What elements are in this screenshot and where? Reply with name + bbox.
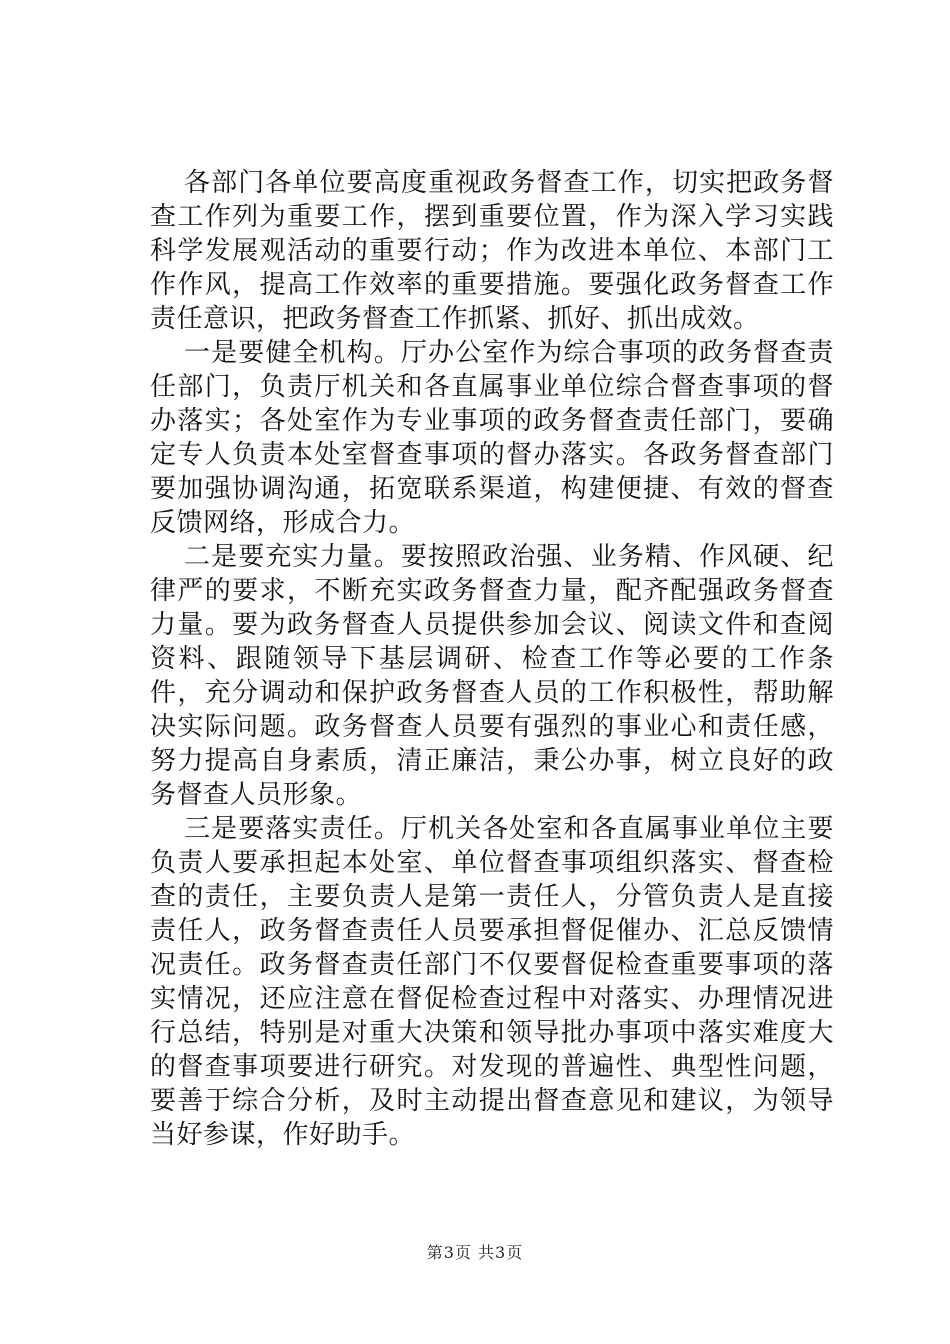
- paragraph-staffing: 二是要充实力量。要按照政治强、业务精、作风硬、纪律严的要求，不断充实政务督查力量，配齐配强政务督查力量。要为政务督查人员提供参加会议、阅读文件和查阅资料、跟随领导下基层调研、检查工作等必要的工作条件，充分调动和保护政务督查人员的工作积极性，帮助解决实际问题。政务督查人员要有强烈的事业心和责任感，努力提高自身素质，清正廉洁，秉公办事，树立良好的政务督查人员形象。: [150, 542, 834, 810]
- document-body: [150, 166, 834, 1152]
- paragraph-responsibility: 三是要落实责任。厅机关各处室和各直属事业单位主要负责人要承担起本处室、单位督查事项组织落实、督查检查的责任，主要负责人是第一责任人，分管负责人是直接责任人，政务督查责任人员要承担督促催办、汇总反馈情况责任。政务督查责任部门不仅要督促检查重要事项的落实情况，还应注意在督促检查过程中对落实、办理情况进行总结，特别是对重大决策和领导批办事项中落实难度大的督查事项要进行研究。对发现的普遍性、典型性问题，要善于综合分析，及时主动提出督查意见和建议，为领导当好参谋，作好助手。: [150, 814, 834, 1150]
- paragraph-general: 各部门各单位要高度重视政务督查工作，切实把政务督查工作列为重要工作，摆到重要位置，作为深入学习实践科学发展观活动的重要行动；作为改进本单位、本部门工作作风，提高工作效率的重要措施。要强化政务督查工作责任意识，把政务督查工作抓紧、抓好、抓出成效。: [150, 168, 834, 334]
- paragraph-organization: 一是要健全机构。厅办公室作为综合事项的政务督查责任部门，负责厅机关和各直属事业单位综合督查事项的督办落实；各处室作为专业事项的政务督查责任部门，要确定专人负责本处室督查事项的督办落实。各政务督查部门要加强协调沟通，拓宽联系渠道，构建便捷、有效的督查反馈网络，形成合力。: [150, 338, 834, 538]
- page-number-footer: 第3页 共3页: [426, 1243, 524, 1262]
